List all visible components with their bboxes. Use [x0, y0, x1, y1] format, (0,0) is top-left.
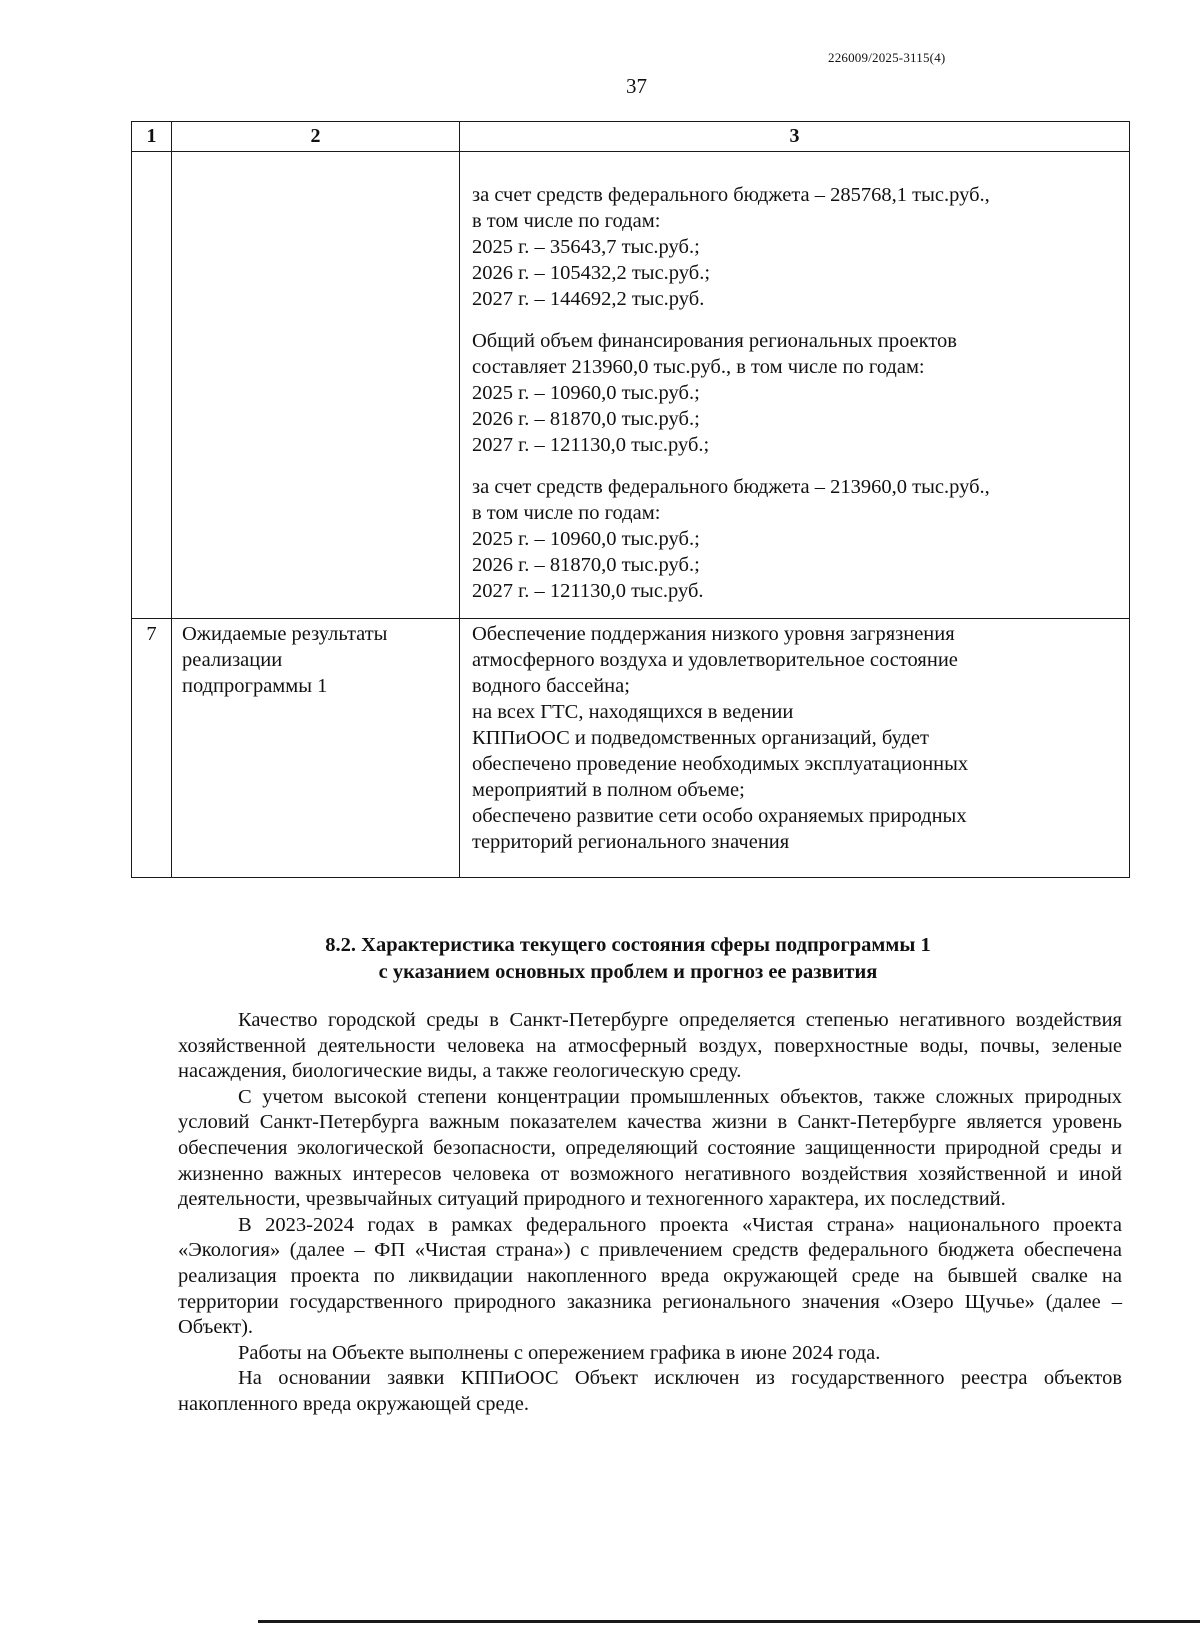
year-amount: 2025 г. – 10960,0 тыс.руб.; [472, 528, 700, 550]
result-line: на всех ГТС, находящихся в ведении [472, 701, 794, 723]
result-line: Обеспечение поддержания низкого уровня загрязнения [472, 623, 955, 645]
year-amount: 2027 г. – 121130,0 тыс.руб.; [472, 434, 710, 456]
section-body [178, 1008, 1122, 1418]
federal-budget-total: за счет средств федерального бюджета – 285768,1 тыс.руб., [472, 184, 990, 206]
row-title-line: подпрограммы 1 [182, 675, 328, 697]
regional-projects-line: Общий объем финансирования региональных проектов [472, 330, 957, 352]
year-amount: 2025 г. – 35643,7 тыс.руб.; [472, 236, 700, 258]
expected-results-cell [460, 619, 1130, 878]
result-line: обеспечено развитие сети особо охраняемых природных [472, 805, 967, 827]
column-header: 2 [172, 122, 460, 152]
table-header-row [132, 122, 1130, 152]
column-header: 1 [132, 122, 172, 152]
regional-projects-block [472, 328, 1115, 458]
paragraph: С учетом высокой степени концентрации промышленных объектов, также сложных природных условий Санкт-Петербурга важным показателем качества жизни в Санкт-Петербурге является уровень обеспечения экологической безопасности, определяющий состояние защищенности природной среды и жизненно важных интересов человека от возможного негативного воздействия хозяйственной и иной деятельности, чрезвычайных ситуаций природного и техногенного характера, их последствий. [178, 1085, 1122, 1211]
by-years-label: в том числе по годам: [472, 502, 661, 524]
result-line: КППиООС и подведомственных организаций, будет [472, 727, 929, 749]
scan-bottom-edge [258, 1620, 1200, 1623]
table-row-7 [132, 619, 1130, 878]
row-title-line: Ожидаемые результаты [182, 623, 388, 645]
cell-number-empty [132, 152, 172, 619]
year-amount: 2025 г. – 10960,0 тыс.руб.; [472, 382, 700, 404]
regional-projects-line: составляет 213960,0 тыс.руб., в том числе по годам: [472, 356, 925, 378]
paragraph: В 2023-2024 годах в рамках федерального проекта «Чистая страна» национального проекта «Экология» (далее – ФП «Чистая страна») с привлечением средств федерального бюджета обеспечена реализация проекта по ликвидации накопленного вреда окружающей среде на бывшей свалке на территории государственного природного заказника регионального значения «Озеро Щучье» (далее – Объект). [178, 1213, 1122, 1339]
section-heading-line: 8.2. Характеристика текущего состояния сферы подпрограммы 1 [325, 934, 931, 956]
row-number: 7 [132, 619, 172, 878]
year-amount: 2026 г. – 105432,2 тыс.руб.; [472, 262, 711, 284]
result-line: водного бассейна; [472, 675, 630, 697]
section-heading [178, 932, 1078, 986]
year-amount: 2026 г. – 81870,0 тыс.руб.; [472, 554, 700, 576]
paragraph: Качество городской среды в Санкт-Петербурге определяется степенью негативного воздействия хозяйственной деятельности человека на атмосферный воздух, поверхностные воды, почвы, зеленые насаждения, биологические виды, а также геологическую среду. [178, 1009, 1122, 1083]
column-header: 3 [460, 122, 1130, 152]
result-line: атмосферного воздуха и удовлетворительное состояние [472, 649, 958, 671]
table-row-continuation [132, 152, 1130, 619]
year-amount: 2027 г. – 121130,0 тыс.руб. [472, 580, 704, 602]
financing-cell [460, 152, 1130, 619]
program-passport-table [131, 121, 1130, 878]
regional-federal-block [472, 474, 1115, 604]
row-title [172, 619, 460, 878]
row-title-line: реализации [182, 649, 283, 671]
document-number: 226009/2025-3115(4) [828, 50, 946, 65]
year-amount: 2027 г. – 144692,2 тыс.руб. [472, 288, 705, 310]
result-line: территорий регионального значения [472, 831, 790, 853]
result-line: мероприятий в полном объеме; [472, 779, 745, 801]
page-number: 37 [626, 74, 647, 98]
by-years-label: в том числе по годам: [472, 210, 661, 232]
paragraph: На основании заявки КППиООС Объект исключен из государственного реестра объектов накопленного вреда окружающей среде. [178, 1367, 1122, 1415]
federal-budget-block [472, 182, 1115, 312]
section-heading-line: с указанием основных проблем и прогноз ее развития [378, 961, 878, 983]
cell-title-empty [172, 152, 460, 619]
regional-federal-total: за счет средств федерального бюджета – 213960,0 тыс.руб., [472, 476, 990, 498]
year-amount: 2026 г. – 81870,0 тыс.руб.; [472, 408, 700, 430]
paragraph: Работы на Объекте выполнены с опережением графика в июне 2024 года. [238, 1341, 881, 1364]
result-line: обеспечено проведение необходимых эксплуатационных [472, 753, 969, 775]
